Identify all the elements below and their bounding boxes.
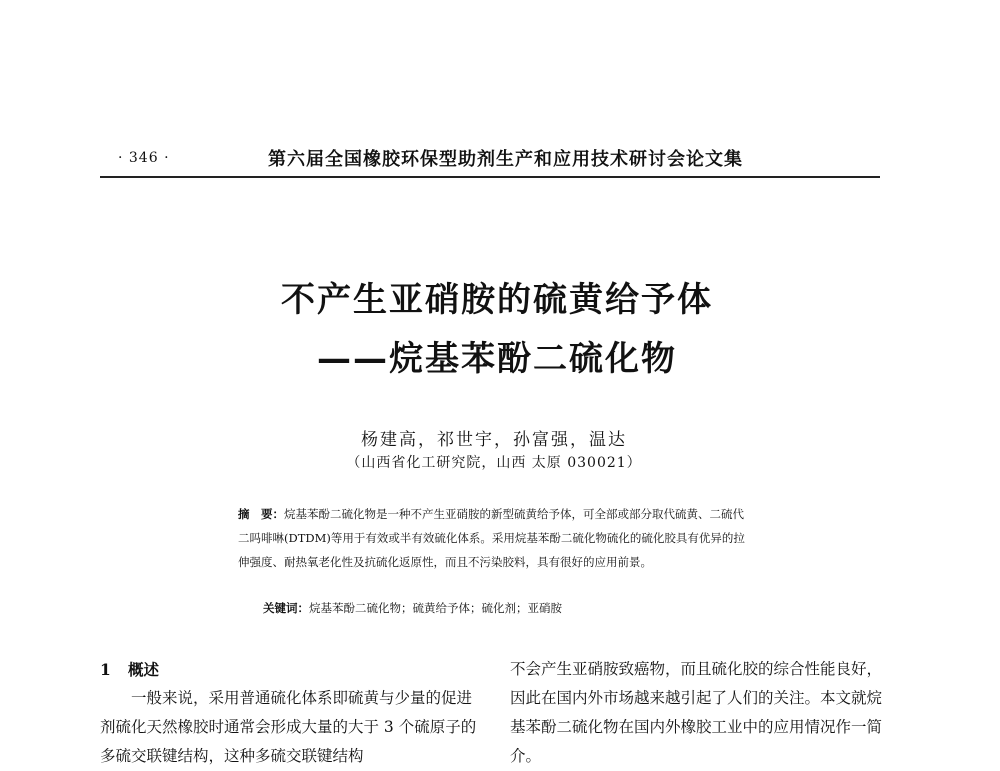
keywords	[263, 600, 753, 616]
collection-title: 第六届全国橡胶环保型助剂生产和应用技术研讨会论文集	[268, 149, 743, 170]
title-line-2: ——烷基苯酚二硫化物	[317, 339, 677, 379]
affiliation: （山西省化工研究院，山西 太原 030021）	[346, 455, 642, 471]
abstract-label: 摘 要：	[238, 507, 284, 521]
header-rule	[100, 176, 880, 178]
body-column-left	[100, 655, 480, 771]
abstract-text: 烷基苯酚二硫化物是一种不产生亚硝胺的新型硫黄给予体，可全部或部分取代硫黄、二硫代二吗啡啉(DTDM)等用于有效或半有效硫化体系。采用烷基苯酚二硫化物硫化的硫化胶具有优异的拉伸强度、耐热氧老化性及抗硫化返原性，而且不污染胶料，具有很好的应用前景。	[238, 507, 745, 569]
section-number: 1	[100, 660, 111, 679]
author-list: 杨建高，祁世宇，孙富强，温达	[361, 430, 627, 450]
abstract	[238, 502, 750, 574]
page-number: · 346 ·	[118, 150, 170, 166]
section-title: 概述	[128, 660, 160, 679]
body-paragraph-right: 不会产生亚硝胺致癌物，而且硫化胶的综合性能良好，因此在国内外市场越来越引起了人们的关注。本文就烷基苯酚二硫化物在国内外橡胶工业中的应用情况作一简介。	[510, 660, 883, 765]
body-column-right	[510, 655, 890, 771]
body-paragraph-left: 一般来说，采用普通硫化体系即硫黄与少量的促进剂硫化天然橡胶时通常会形成大量的大于 3 个硫原子的多硫交联键结构，这种多硫交联键结构	[100, 689, 477, 765]
title-line-1: 不产生亚硝胺的硫黄给予体	[281, 280, 713, 320]
keywords-label: 关键词：	[263, 601, 309, 615]
page-header	[0, 0, 1000, 200]
article-title	[0, 272, 1000, 380]
keywords-text: 烷基苯酚二硫化物；硫黄给予体；硫化剂；亚硝胺	[309, 601, 562, 615]
section-heading	[100, 655, 480, 684]
